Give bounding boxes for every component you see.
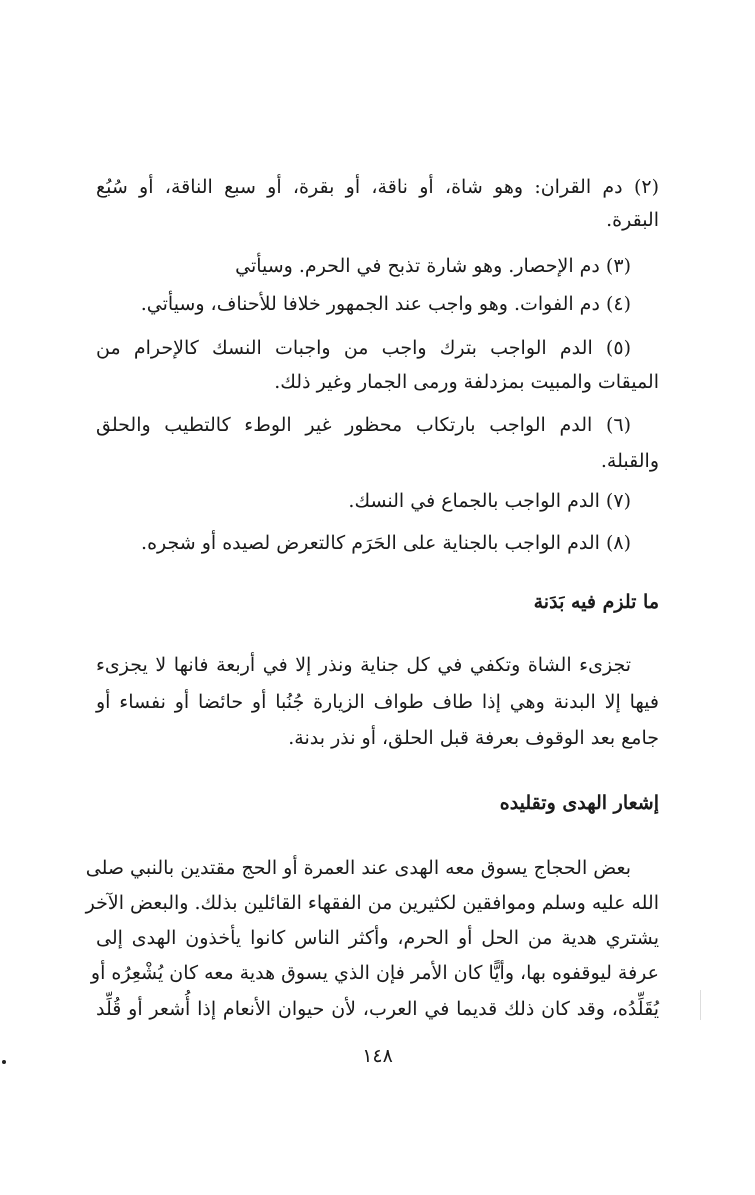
list-line-6-cont: والقبلة. [600,450,659,472]
page-number: ١٤٨ [362,1045,393,1067]
paragraph-line: جامع بعد الوقوف بعرفة قبل الحلق، أو نذر بدنة. [288,727,659,749]
list-line-3: (٣) دم الإحصار. وهو شارة تذبح في الحرم. وسيأتي [235,255,631,277]
list-line-6: (٦) الدم الواجب بارتكاب محظور غير الوطء كالتطيب والحلق [96,414,631,436]
paragraph-line: الله عليه وسلم وموافقين لكثيرين من الفقهاء القائلين بذلك. والبعض الآخر [85,892,659,914]
margin-mark [700,990,701,1020]
paragraph-line: بعض الحجاج يسوق معه الهدى عند العمرة أو الحج مقتدين بالنبي صلى [85,857,631,879]
margin-dot [2,1060,6,1064]
paragraph-line: تجزىء الشاة وتكفي في كل جناية ونذر إلا في أربعة فانها لا يجزىء [96,654,631,676]
list-line-2: (٢) دم القران: وهو شاة، أو ناقة، أو بقرة، أو سبع الناقة، أو سُبُع [96,176,659,198]
section-heading-ishar: إشعار الهدى وتقليده [499,792,659,814]
list-line-5: (٥) الدم الواجب بترك واجب من واجبات النسك كالإحرام من [96,337,631,359]
list-line-4: (٤) دم الفوات. وهو واجب عند الجمهور خلافا للأحناف، وسيأتي. [140,293,631,315]
list-line-2-cont: البقرة. [606,209,659,231]
list-line-8: (٨) الدم الواجب بالجناية على الحَرَم كالتعرض لصيده أو شجره. [141,532,631,554]
list-line-7: (٧) الدم الواجب بالجماع في النسك. [348,490,631,512]
paragraph-line: فيها إلا البدنة وهي إذا طاف طواف الزيارة جُنُبا أو حائضا أو نفساء أو [96,691,659,713]
section-heading-badana: ما تلزم فيه بَدَنة [533,591,659,613]
list-line-5-cont: الميقات والمبيت بمزدلفة ورمى الجمار وغير ذلك. [274,371,659,393]
paragraph-line: يُقَلِّدُه، وقد كان ذلك قديما في العرب، لأن حيوان الأنعام إذا أُشعر أو قُلِّد [96,998,659,1020]
paragraph-line: يشتري هدية من الحل أو الحرم، وأكثر الناس كانوا يأخذون الهدى إلى [96,927,659,949]
paragraph-line: عرفة ليوقفوه بها، وأيًّا كان الأمر فإن الذي يسوق هدية معه كان يُشْعِرُه أو [90,962,659,984]
